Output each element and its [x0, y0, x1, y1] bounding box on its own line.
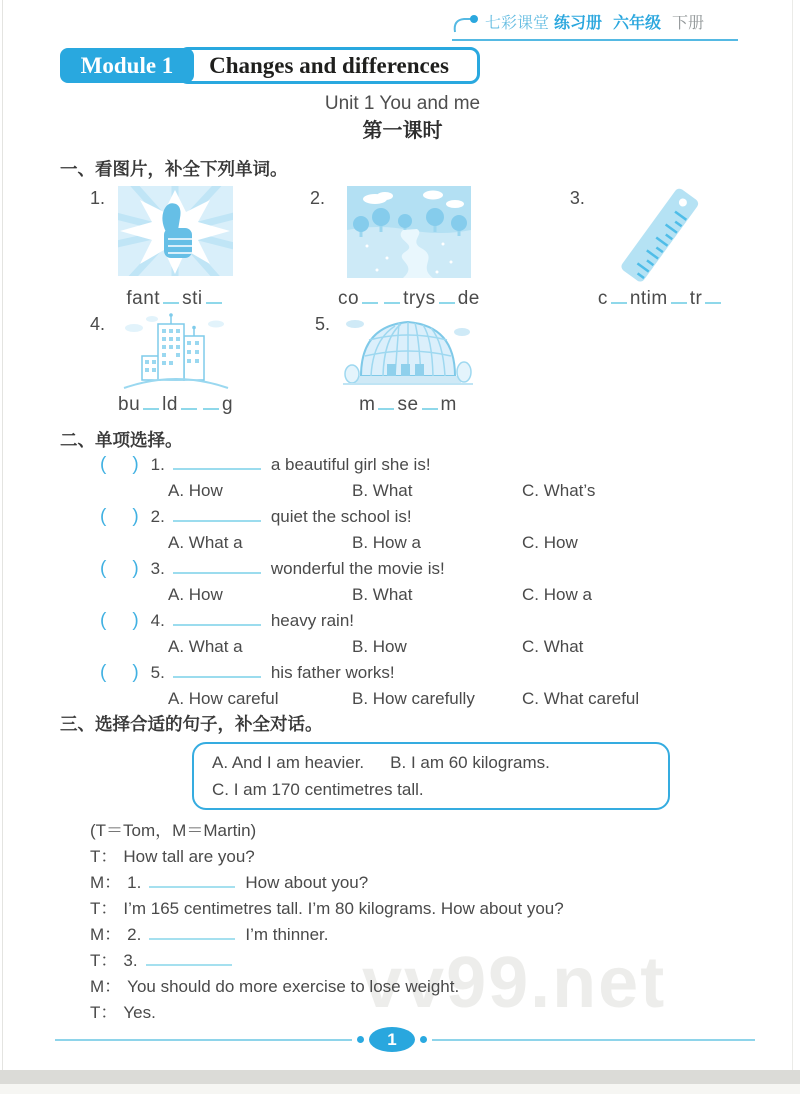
watermark: vv99.net — [362, 943, 667, 1023]
question-stem-line — [100, 504, 745, 530]
word-countryside — [338, 286, 480, 312]
question-stem: a beautiful girl she is! — [270, 455, 431, 474]
speaker: T： — [90, 899, 118, 918]
section1-heading: 一、看图片，补全下列单词。 — [60, 159, 288, 179]
options-row — [168, 478, 745, 504]
question-stem-line — [100, 452, 745, 478]
word-part: g — [221, 394, 234, 415]
letter-blank — [422, 394, 438, 410]
word-part: ld — [162, 394, 178, 415]
option-c: C. How a — [522, 585, 592, 604]
question-5 — [60, 660, 745, 712]
ruler-image — [616, 186, 706, 286]
letter-blank — [611, 288, 627, 304]
picture-row-2 — [60, 312, 745, 418]
option-a: A. What a — [168, 533, 243, 552]
answer-paren-open: ( — [100, 454, 107, 475]
letter-blank — [163, 288, 179, 304]
dialogue-line-1 — [90, 844, 745, 870]
word-centimetre — [598, 286, 725, 312]
option-b: B. What — [352, 585, 413, 604]
picture-item-museum — [315, 312, 473, 418]
page-footer — [55, 1027, 755, 1052]
letter-blank — [181, 394, 197, 410]
picture-number: 5. — [315, 314, 331, 334]
dialogue-text: How about you? — [245, 873, 369, 892]
running-header — [452, 10, 738, 41]
picture-number: 1. — [90, 188, 106, 208]
answer-paren-open: ( — [100, 558, 107, 579]
option-b: B. How a — [352, 533, 421, 552]
answer-paren-close: ) — [132, 662, 139, 683]
dialogue-line-4 — [90, 922, 745, 948]
word-building — [118, 392, 233, 418]
module-label: Module 1 — [60, 48, 194, 83]
question-stem-line — [100, 608, 745, 634]
option-b: B. How carefully — [352, 689, 475, 708]
word-part: tr — [689, 288, 703, 309]
picture-item-fantastic — [90, 186, 233, 312]
speaker: M： — [90, 977, 122, 996]
question-stem-line — [100, 556, 745, 582]
dialogue-line-3 — [90, 896, 745, 922]
section3-heading: 三、选择合适的句子，补全对话。 — [60, 714, 323, 734]
word-part: bu — [118, 394, 141, 415]
picture-item-centimetre — [570, 186, 725, 312]
museum-image — [343, 312, 473, 390]
footer-dot-right — [420, 1036, 427, 1043]
letter-blank — [705, 288, 721, 304]
word-part: co — [338, 288, 360, 309]
speaker: T： — [90, 1003, 118, 1022]
letter-blank — [143, 394, 159, 410]
sentence-choice-box — [192, 742, 670, 810]
header-brand: 七彩课堂 — [485, 15, 550, 32]
word-part: trys — [403, 288, 436, 309]
option-c: C. What’s — [522, 481, 596, 500]
option-b: B. How — [352, 637, 407, 656]
question-stem: his father works! — [270, 663, 395, 682]
speaker: M： — [90, 925, 122, 944]
option-a: A. What a — [168, 637, 243, 656]
question-4 — [60, 608, 745, 660]
dialogue-text: How tall are you? — [123, 847, 255, 866]
answer-blank — [173, 560, 261, 574]
dialogue-text: You should do more exercise to lose weight. — [127, 977, 460, 996]
question-stem: heavy rain! — [270, 611, 355, 630]
question-number: 2. — [150, 507, 165, 526]
question-number: 3. — [150, 559, 165, 578]
word-part: m — [440, 394, 457, 415]
question-stem: wonderful the movie is! — [270, 559, 445, 578]
question-number: 1. — [150, 455, 165, 474]
option-c: C. What — [522, 637, 584, 656]
box-option-a: A. And I am heavier. — [212, 753, 365, 772]
option-a: A. How — [168, 481, 223, 500]
answer-blank — [173, 508, 261, 522]
answer-blank — [173, 664, 261, 678]
answer-blank — [173, 456, 261, 470]
blank-number: 3. — [123, 951, 138, 970]
box-option-c: C. I am 170 centimetres tall. — [212, 780, 424, 799]
options-row — [168, 582, 745, 608]
dialogue-line-6 — [90, 974, 745, 1000]
page-number-badge: 1 — [369, 1027, 415, 1052]
dialogue-text: I’m 165 centimetres tall. I’m 80 kilograms. How about you? — [123, 899, 564, 918]
option-a: A. How — [168, 585, 223, 604]
answer-paren-open: ( — [100, 662, 107, 683]
dialogue-line-7 — [90, 1000, 745, 1026]
answer-paren-open: ( — [100, 610, 107, 631]
blank-number: 1. — [127, 873, 142, 892]
word-part: de — [457, 288, 480, 309]
picture-row-1 — [60, 186, 745, 312]
speaker: T： — [90, 951, 118, 970]
question-1 — [60, 452, 745, 504]
letter-blank — [378, 394, 394, 410]
word-part: sti — [182, 288, 203, 309]
speaker: M： — [90, 873, 122, 892]
picture-number: 4. — [90, 314, 106, 334]
option-a: A. How careful — [168, 689, 279, 708]
dialogue-line-5 — [90, 948, 745, 974]
option-c: C. What careful — [522, 689, 640, 708]
dialogue-line-2 — [90, 870, 745, 896]
answer-blank — [146, 952, 232, 966]
countryside-image — [347, 186, 471, 278]
question-number: 5. — [150, 663, 165, 682]
header-grade: 六年级 — [613, 15, 662, 32]
answer-paren-close: ) — [132, 610, 139, 631]
picture-item-building — [90, 312, 233, 418]
letter-blank — [206, 288, 222, 304]
unit-title: Unit 1 You and me — [324, 93, 481, 114]
answer-blank — [149, 926, 235, 940]
option-b: B. What — [352, 481, 413, 500]
question-3 — [60, 556, 745, 608]
buildings-image — [120, 312, 232, 390]
picture-number: 2. — [310, 188, 326, 208]
header-book: 练习册 — [554, 15, 603, 32]
module-title: Changes and differences — [178, 47, 480, 84]
word-fantastic — [126, 286, 224, 312]
word-part: ntim — [629, 288, 668, 309]
dialogue-note: (T＝Tom，M＝Martin) — [90, 821, 257, 840]
footer-dot-left — [357, 1036, 364, 1043]
word-part: se — [397, 394, 419, 415]
header-hook-icon — [452, 11, 480, 33]
module-banner — [60, 47, 480, 84]
question-stem-line — [100, 660, 745, 686]
answer-blank — [149, 874, 235, 888]
option-c: C. How — [522, 533, 578, 552]
letter-blank — [671, 288, 687, 304]
dialogue-text: I’m thinner. — [245, 925, 329, 944]
letter-blank — [439, 288, 455, 304]
options-row — [168, 634, 745, 660]
options-row — [168, 686, 745, 712]
answer-paren-close: ) — [132, 558, 139, 579]
box-option-b: B. I am 60 kilograms. — [390, 753, 550, 772]
dialogue-text: Yes. — [123, 1003, 156, 1022]
picture-number: 3. — [569, 188, 585, 208]
letter-blank — [362, 288, 378, 304]
word-part: fant — [126, 288, 161, 309]
footer-line-left — [55, 1039, 352, 1041]
word-museum — [359, 392, 457, 418]
answer-blank — [173, 612, 261, 626]
word-part: c — [597, 288, 608, 309]
answer-paren-close: ) — [132, 506, 139, 527]
picture-item-countryside — [310, 186, 480, 312]
question-number: 4. — [150, 611, 165, 630]
letter-blank — [203, 394, 219, 410]
blank-number: 2. — [127, 925, 142, 944]
letter-blank — [384, 288, 400, 304]
question-2 — [60, 504, 745, 556]
section2-heading: 二、单项选择。 — [60, 430, 183, 450]
word-part: m — [359, 394, 376, 415]
question-stem: quiet the school is! — [270, 507, 412, 526]
lesson-title: 第一课时 — [362, 120, 443, 142]
answer-paren-close: ) — [132, 454, 139, 475]
footer-line-right — [432, 1039, 755, 1041]
speaker: T： — [90, 847, 118, 866]
options-row — [168, 530, 745, 556]
header-volume: 下册 — [672, 15, 705, 32]
thumbs-up-image — [118, 186, 233, 276]
page-bottom-gap — [0, 1070, 800, 1084]
answer-paren-open: ( — [100, 506, 107, 527]
